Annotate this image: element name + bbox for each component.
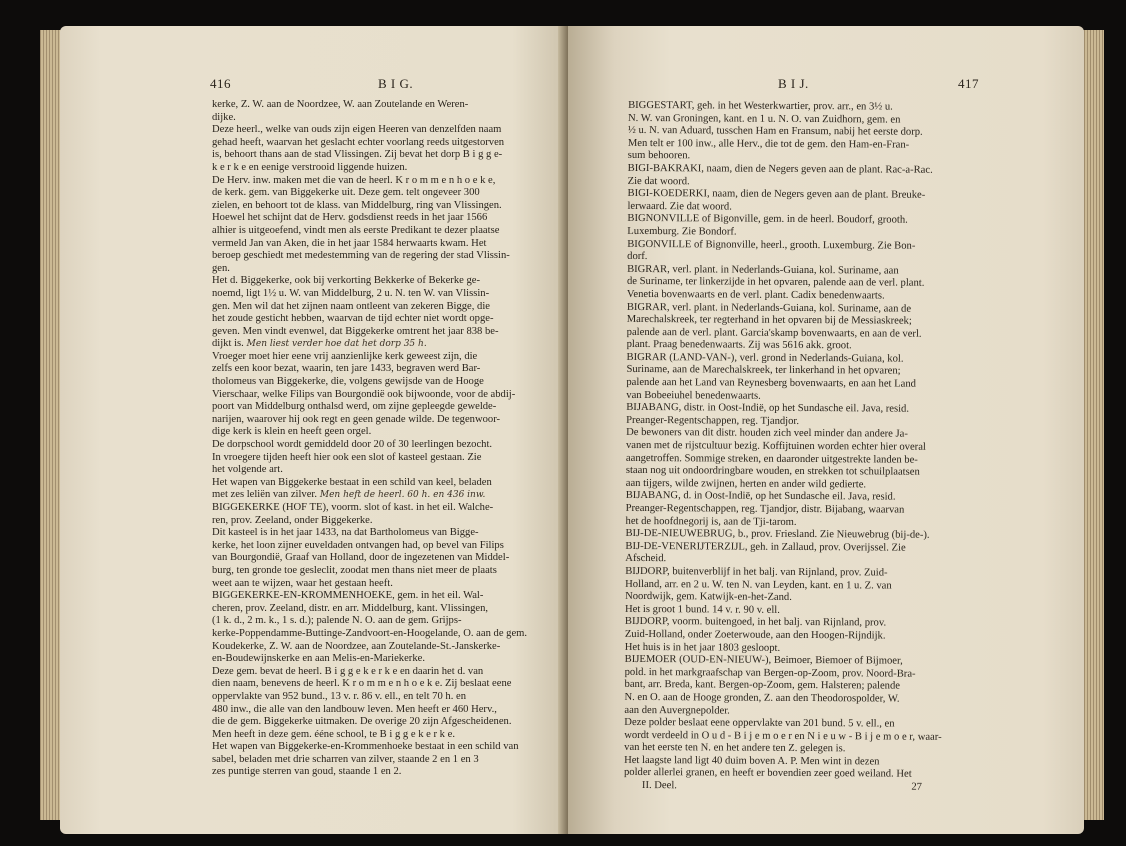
text-line: tholomeus van Biggekerke, die, volgens gewijsde van de Hooge	[212, 376, 484, 388]
text-line: oppervlakte van 952 bund., 13 v. r. 86 v. ell., en telt 70 h. en	[212, 690, 467, 702]
signature-mark: 27	[911, 781, 922, 793]
text-line: burg, ten gronde toe gesleclit, zoodat men thans niet meer de plaats	[212, 564, 497, 576]
text-line: palende aan de verl. plant. Garcia'skamp bovenwaarts, en aan de verl.	[626, 326, 922, 340]
text-line: sum behooren.	[627, 150, 691, 162]
volume-label: II. Deel.	[641, 780, 677, 792]
text-line: Suriname, aan de Marechalskreek, ter linkerhand in het opvaren;	[626, 364, 901, 378]
text-line: lerwaard. Zie dat woord.	[627, 200, 732, 213]
text-line: zelfs een koor bezat, waarin, ten jare 1433, begraven werd Bar-	[212, 363, 481, 375]
text-line: Het wapen van Biggekerke-en-Krommenhoeke bestaat in een schild van	[212, 741, 519, 753]
text-line: kerke-Poppendamme-Buttinge-Zandvoort-en-Hoogelande, O. aan de gem.	[212, 627, 528, 639]
text-line: Luxemburg. Zie Bondorf.	[627, 225, 737, 238]
text-line: kerke, het loon zijner euveldaden ontvangen had, op bevel van Filips	[212, 539, 504, 551]
text-line: het volgende art.	[212, 464, 283, 476]
text-line: van Bobeeiuhel benedenwaarts.	[626, 389, 761, 402]
text-line: bant, arr. Breda, kant. Bergen-op-Zoom, gem. Halsteren; palende	[624, 679, 901, 692]
right-page	[568, 26, 1084, 834]
text-line: In vroegere tijden heeft hier ook een slot of kasteel gestaan. Zie	[212, 451, 482, 463]
text-line: alhier is uitgeoefend, vindt men als eerste Predikant te dezer plaatse	[212, 224, 500, 236]
page-footer	[624, 780, 982, 795]
text-line: zes puntige sterren van goud, staande 1 en 2.	[212, 766, 402, 778]
text-line: BIGRAR (LAND-VAN-), verl. grond in Nederlands-Guiana, kol.	[626, 351, 904, 365]
text-line: de kerk. gem. van Biggekerke uit. Deze gem. telt ongeveer 300	[212, 187, 480, 199]
text-line: ren, prov. Zeeland, onder Biggekerke.	[212, 514, 373, 526]
right-page-number: 417	[958, 76, 979, 91]
text-line: dige kerk is klein en heeft geen orgel.	[212, 426, 372, 438]
text-line: N. en O. aan de Hooge gronden, Z. aan den Theodorospolder, W.	[624, 691, 900, 705]
text-line: Vroeger moet hier eene vrij aanzienlijke kerk geweest zijn, die	[212, 350, 478, 362]
text-line: pold. in het markgraafschap van Bergen-op-Zoom, prov. Noord-Bra-	[624, 666, 916, 680]
text-line: (1 k. d., 2 m. k., 1 s. d.); palende N. O. aan de gem. Grijps-	[212, 615, 462, 627]
text-line: Venetia bovenwaarts en de verl. plant. Cadix benedenwaarts.	[626, 288, 885, 302]
text-line: kerke, Z. W. aan de Noordzee, W. aan Zoutelande en Weren-	[212, 99, 469, 110]
text-line: gen.	[212, 262, 230, 274]
text-line: gehad heeft, waarvan het geslacht echter voorlang reeds uitgestorven	[212, 136, 505, 148]
text-line: Het huis is in het jaar 1803 gesloopt.	[624, 641, 781, 654]
text-line: Vierschaar, welke Filips van Bourgondië ook bijwoonde, voor de abdij-	[212, 388, 516, 400]
text-line: N. W. van Groningen, kant. en 1 u. N. O. van Zuidhorn, gem. en	[627, 112, 901, 126]
page-edges-left	[40, 30, 62, 820]
text-line: aan den Auvergnepolder.	[624, 704, 730, 717]
text-line: vermeld Jan van Aken, die in het jaar 1584 herwaarts kwam. Het	[212, 237, 487, 249]
text-line: gen. Men wil dat het zijnen naam ontleent van zekeren Bigge, die	[212, 300, 490, 312]
text-line: BIJDORP, buitenverblijf in het balj. van Rijnland, prov. Zuid-	[625, 565, 888, 579]
text-line: BIGONVILLE of Bignonville, heerl., grooth. Luxemburg. Zie Bon-	[627, 238, 916, 252]
text-line: De dorpschool wordt gemiddeld door 20 of 30 leerlingen bezocht.	[212, 439, 493, 451]
text-line: BIGGESTART, geh. in het Westerkwartier, prov. arr., en 3½ u.	[628, 99, 893, 113]
text-line: BIGRAR, verl. plant. in Nederlands-Guiana, kol. Suriname, aan	[627, 263, 899, 277]
left-body-text	[212, 99, 557, 779]
text-line: vanen met de rijstcultuur bezig. Koffijtuinen worden echter hier overal	[625, 439, 926, 453]
text-line: het de hoofdnegorij is, aan de Tji-tarom.	[625, 515, 797, 528]
text-line: Hoewel het schijnt dat de Herv. godsdienst reeds in het jaar 1566	[212, 212, 488, 224]
text-line: Afscheid.	[625, 553, 667, 565]
text-line: Het is groot 1 bund. 14 v. r. 90 v. ell.	[624, 603, 780, 616]
text-line: geven. Men vindt evenwel, dat Biggekerke omtrent het jaar 838 be-	[212, 325, 499, 337]
text-line: Noordwijk, gem. Katwijk-en-het-Zand.	[625, 591, 792, 604]
book-spread	[40, 6, 1104, 842]
text-line: BIJABANG, distr. in Oost-Indië, op het Sundasche eil. Java, resid.	[626, 402, 910, 415]
text-line: weet aan te wijzen, waar het gestaan heeft.	[212, 577, 393, 589]
text-line: dien naam, benevens de heerl. K r o m m e n h o e k e. Zij beslaat eene	[212, 678, 512, 690]
text-line: k e r k e en eenige verstrooid liggende huizen.	[212, 161, 408, 173]
text-line: Deze heerl., welke van ouds zijn eigen Heeren van denzelfden naam	[212, 124, 502, 136]
text-line: cheren, prov. Zeeland, distr. en arr. Middelburg, kant. Vlissingen,	[212, 602, 489, 614]
text-line: Marechalskreek, ter regterhand in het opvaren bij de Messiaskreek;	[626, 314, 912, 327]
text-line: poort van Middelburg onthalsd werd, om zijne gepleegde gewelde-	[212, 401, 497, 413]
text-line: Dit kasteel is in het jaar 1433, na dat Bartholomeus van Bigge-	[212, 527, 479, 539]
left-page	[60, 26, 574, 834]
text-line: plant. Praag benedenwaarts. Zij was 5616 akk. groot.	[626, 339, 852, 352]
text-line: noemd, ligt 1½ u. W. van Middelburg, 2 u. N. ten W. van Vlissin-	[212, 287, 490, 299]
text-line: BIJDORP, voorm. buitengoed, in het balj. van Rijnland, prov.	[624, 616, 887, 629]
text-line: Deze gem. bevat de heerl. B i g g e k e r k e en daarin het d. van	[212, 665, 484, 677]
text-line: Het d. Biggekerke, ook bij verkorting Bekkerke of Bekerke ge-	[212, 275, 480, 287]
text-line: de Suriname, ter linkerzijde in het opvaren, palende aan de verl. plant.	[626, 276, 925, 290]
text-line: Koudekerke, Z. W. aan de Noordzee, aan Zoutelande-St.-Janskerke-	[212, 640, 501, 652]
text-line: narijen, waarover hij ook regt en geen genade wilde. De tegenwoor-	[212, 413, 501, 425]
text-line: Preanger-Regentschappen, reg. Tjandjor.	[626, 414, 800, 427]
text-line: het zoude gesticht hebben, waarvan de tijd echter niet wordt opge-	[212, 313, 494, 325]
text-line: Het laagste land ligt 40 duim boven A. P. Men wint in dezen	[624, 754, 880, 768]
text-line: van het eerste ten N. en het andere ten Z. gelegen is.	[624, 742, 846, 755]
text-line: BIGI-BAKRAKI, naam, dien de Negers geven aan de plant. Rac-a-Rac.	[627, 162, 933, 176]
text-line: BIGRAR, verl. plant. in Nederlands-Guiana, kol. Suriname, aan de	[626, 301, 912, 315]
text-line: palende aan het Land van Reynesberg bovenwaarts, en aan het Land	[626, 376, 916, 390]
text-line: die de gem. Biggekerke uitmaken. De overige 20 zijn Afgescheidenen.	[212, 716, 512, 728]
text-line: BIJ-DE-NIEUWEBRUG, b., prov. Friesland. Zie Nieuwebrug (bij-de-).	[625, 528, 930, 541]
text-line: aan tijgers, wilde zwijnen, herten en ander wild gedierte.	[625, 477, 867, 491]
text-line: beroep geschiedt met medestemming van de regering der stad Vlissin-	[212, 250, 510, 262]
text-line: is, behoort thans aan de stad Vlissingen. Zij bevat het dorp B i g g e-	[212, 149, 503, 161]
text-line: Preanger-Regentschappen, reg. Tjandjor, distr. Bijabang, waarvan	[625, 502, 905, 516]
text-line: Holland, arr. en 2 u. W. ten N. van Leyden, kant. en 1 u. Z. van	[625, 578, 892, 592]
text-line: BIJ-DE-VENERIJTERZIJL, geh. in Zallaud, prov. Overijssel. Zie	[625, 540, 906, 554]
text-line: BIGGEKERKE-EN-KROMMENHOEKE, gem. in het eil. Wal-	[212, 590, 484, 602]
text-line: zielen, en behoort tot de klass. van Middelburg, ring van Vlissingen.	[212, 199, 502, 211]
handwritten-note: Men heft de heerl. 60 h. en 436 inw.	[317, 490, 486, 501]
text-line: BIGI-KOEDERKI, naam, dien de Negers geven aan de plant. Breuke-	[627, 188, 926, 201]
text-line: BIGGEKERKE (HOF TE), voorm. slot of kast. in het eil. Walche-	[212, 502, 494, 513]
text-line: BIGNONVILLE of Bigonville, gem. in de heerl. Boudorf, grooth.	[627, 213, 908, 226]
text-line: van Bourgondië, Graaf van Holland, door de ingezetenen van Middel-	[212, 552, 510, 564]
text-line: 480 inw., die alle van den landbouw leven. Men heeft er 460 Herv.,	[212, 703, 497, 715]
left-running-head: B I G.	[378, 76, 414, 91]
text-line: sabel, beladen met drie scharren van zilver, staande 2 en 1 en 3	[212, 753, 479, 765]
text-line: wordt verdeeld in O u d - B i j e m o e r en N i e u w - B i j e m o e r, waar-	[624, 729, 942, 743]
handwritten-note: Men liest verder hoe dat het dorp 35 h.	[243, 339, 427, 350]
text-line: Zuid-Holland, onder Zoeterwoude, aan den Hoogen-Rijndijk.	[624, 628, 886, 642]
text-line: BIJEMOER (OUD-EN-NIEUW-), Beimoer, Biemoer of Bijmoer,	[624, 654, 903, 667]
text-line: met zes leliën van zilver. Men heft de heerl. 60 h. en 436 inw.	[212, 489, 486, 501]
text-line: BIJABANG, d. in Oost-Indië, op het Sundasche eil. Java, resid.	[625, 490, 896, 503]
text-line: staan nog uit ondoordringbare wouden, en strekken tot schuilplaatsen	[625, 465, 920, 478]
text-line: ½ u. N. van Aduard, tusschen Ham en Fransum, nabij het eerste dorp.	[627, 125, 923, 138]
text-line: aangetroffen. Sommige streken, en daaronder uitgestrekte landen be-	[625, 452, 918, 466]
text-line: Men telt er 100 inw., alle Herv., die tot de gem. den Ham-en-Fran-	[627, 137, 910, 151]
text-line: De bewoners van dit distr. houden zich veel minder dan andere Ja-	[626, 427, 908, 441]
text-line: en-Boudewijnskerke en aan Melis-en-Mariekerke.	[212, 653, 425, 665]
right-body-text	[624, 100, 986, 795]
left-page-number: 416	[210, 76, 231, 91]
text-line: Het wapen van Biggekerke bestaat in een schild van keel, beladen	[212, 476, 492, 488]
text-line: Zie dat woord.	[627, 175, 690, 187]
text-line: Men heeft in deze gem. ééne school, te B i g g e k e r k e.	[212, 728, 455, 740]
text-line: dijke.	[212, 111, 236, 123]
text-line: Deze polder beslaat eene oppervlakte van 201 bund. 5 v. ell., en	[624, 716, 895, 730]
text-line: dijkt is. Men liest verder hoe dat het dorp 35 h.	[212, 338, 427, 350]
text-line: De Herv. inw. maken met die van de heerl. K r o m m e n h o e k e,	[212, 174, 496, 186]
page-edges-right	[1082, 30, 1104, 820]
text-line: dorf.	[627, 251, 648, 263]
right-running-head: B I J.	[778, 76, 809, 91]
text-line: polder allerlei granen, en heeft er bovendien zeer goed weiland. Het	[623, 767, 912, 781]
